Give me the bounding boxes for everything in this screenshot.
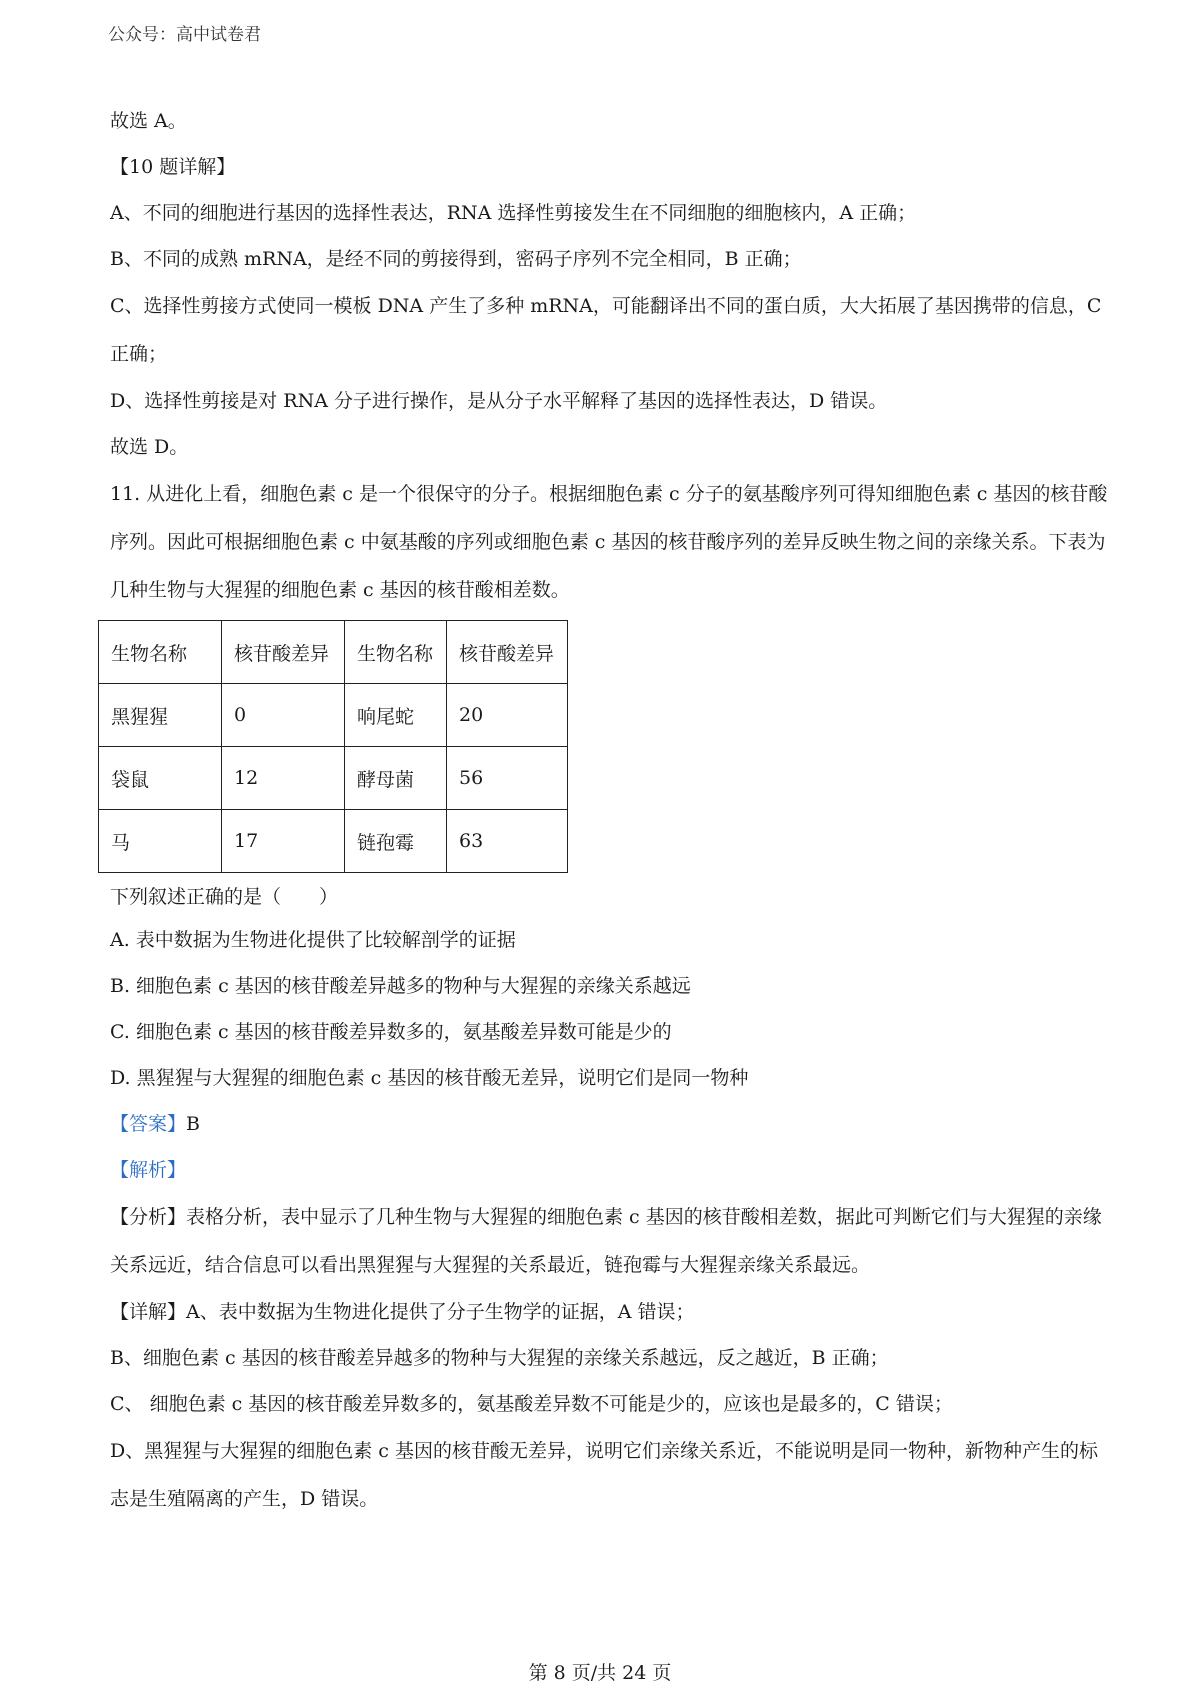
line-conclusion-a: 故选 A。 [110, 110, 187, 132]
table-cell: 黑猩猩 [99, 684, 222, 747]
q10-detail-c: C、选择性剪接方式使同一模板 DNA 产生了多种 mRNA，可能翻译出不同的蛋白质，大大拓展了基因携带的信息，C 正确； [110, 295, 1102, 365]
analysis-detail-a: 【详解】A、表中数据为生物进化提供了分子生物学的证据，A 错误； [110, 1301, 695, 1323]
table-cell: 袋鼠 [99, 747, 222, 810]
q10-detail-d: D、选择性剪接是对 RNA 分子进行操作，是从分子水平解释了基因的选择性表达，D 错误。 [110, 390, 888, 412]
analysis-detail-c: C、 细胞色素 c 基因的核苷酸差异数多的，氨基酸差异数不可能是少的，应该也是最多的，C 错误； [110, 1393, 953, 1415]
table-header-cell: 核苷酸差异 [222, 621, 345, 684]
table-cell: 响尾蛇 [345, 684, 447, 747]
table-cell: 56 [447, 747, 568, 810]
page-number: 第 8 页/共 24 页 [528, 1662, 672, 1684]
page-header: 公众号：高中试卷君 [108, 25, 261, 45]
analysis-label: 【解析】 [110, 1159, 187, 1181]
table-header-cell: 生物名称 [345, 621, 447, 684]
q10-detail-b: B、不同的成熟 mRNA，是经不同的剪接得到，密码子序列不完全相同，B 正确； [110, 248, 802, 270]
option-a: A. 表中数据为生物进化提供了比较解剖学的证据 [110, 929, 516, 951]
nucleotide-difference-table [98, 620, 568, 873]
table-cell: 12 [222, 747, 345, 810]
option-d: D. 黑猩猩与大猩猩的细胞色素 c 基因的核苷酸无差异，说明它们是同一物种 [110, 1067, 749, 1089]
table-cell: 酵母菌 [345, 747, 447, 810]
question-stem: 下列叙述正确的是（ ） [110, 886, 339, 908]
q10-detail-a: A、不同的细胞进行基因的选择性表达，RNA 选择性剪接发生在不同细胞的细胞核内，A 正确； [110, 202, 917, 224]
table-cell: 马 [99, 810, 222, 873]
answer-value: B [186, 1113, 200, 1135]
table-cell: 0 [222, 684, 345, 747]
analysis-fenxi: 【分析】表格分析，表中显示了几种生物与大猩猩的细胞色素 c 基因的核苷酸相差数，据此可判断它们与大猩猩的亲缘关系远近，结合信息可以看出黑猩猩与大猩猩的关系最近，链孢霉与大猩猩亲缘关系最远。 [110, 1206, 1102, 1276]
table-cell: 17 [222, 810, 345, 873]
table-header-cell: 核苷酸差异 [447, 621, 568, 684]
table-cell: 链孢霉 [345, 810, 447, 873]
question-11-intro: 11. 从进化上看，细胞色素 c 是一个很保守的分子。根据细胞色素 c 分子的氨基酸序列可得知细胞色素 c 基因的核苷酸序列。因此可根据细胞色素 c 中氨基酸的序列或细胞色素 c 基因的核苷酸序列的差异反映生物之间的亲缘关系。下表为几种生物与大猩猩的细胞色素 c 基因的核苷酸相差数。 [110, 483, 1108, 601]
table-header-row [99, 621, 568, 684]
analysis-detail-d: D、黑猩猩与大猩猩的细胞色素 c 基因的核苷酸无差异，说明它们亲缘关系近，不能说明是同一物种，新物种产生的标志是生殖隔离的产生，D 错误。 [110, 1440, 1098, 1510]
analysis-detail-b: B、细胞色素 c 基因的核苷酸差异越多的物种与大猩猩的亲缘关系越远，反之越近，B 正确； [110, 1347, 889, 1369]
option-c: C. 细胞色素 c 基因的核苷酸差异数多的，氨基酸差异数可能是少的 [110, 1021, 672, 1043]
table-cell: 63 [447, 810, 568, 873]
table-row [99, 810, 568, 873]
table-header-cell: 生物名称 [99, 621, 222, 684]
table-row [99, 747, 568, 810]
section-heading-q10: 【10 题详解】 [110, 156, 236, 178]
table-cell: 20 [447, 684, 568, 747]
answer-label: 【答案】 [110, 1113, 187, 1135]
answer-line [110, 1101, 1110, 1147]
table-row [99, 684, 568, 747]
document-body [110, 98, 1110, 1523]
line-conclusion-d: 故选 D。 [110, 436, 189, 458]
option-b: B. 细胞色素 c 基因的核苷酸差异越多的物种与大猩猩的亲缘关系越远 [110, 975, 691, 997]
